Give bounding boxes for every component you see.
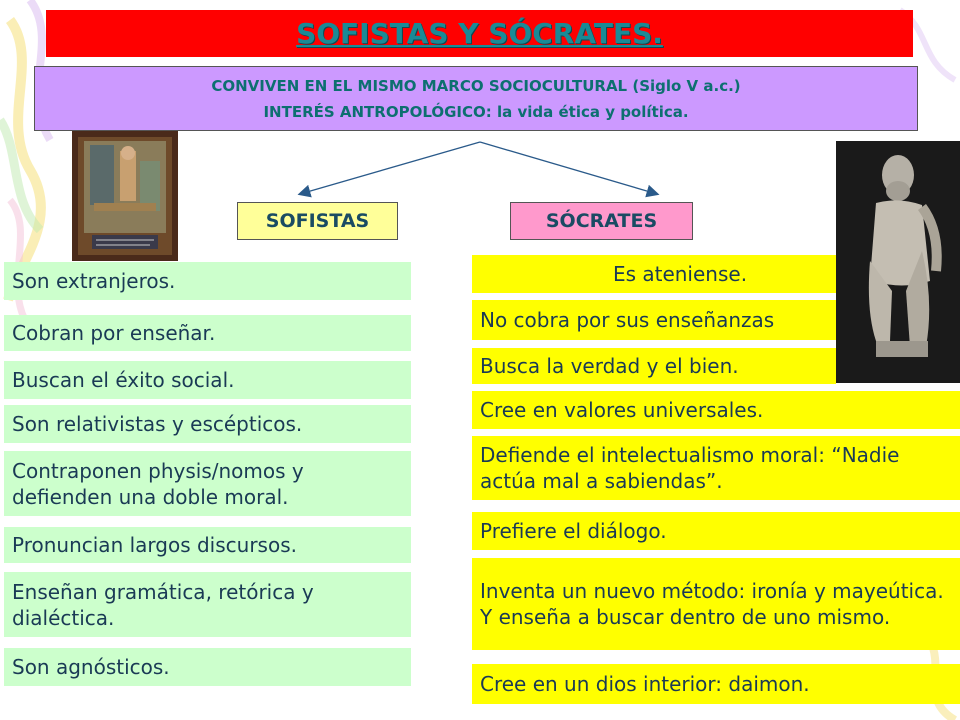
socrates-item: No cobra por sus enseñanzas — [472, 300, 836, 340]
subtitle-line-2 — [35, 99, 917, 125]
socrates-header: SÓCRATES — [510, 202, 693, 240]
socrates-item: Es ateniense. — [472, 255, 836, 293]
sofistas-item: Son agnósticos. — [4, 648, 411, 686]
socrates-item: Cree en un dios interior: daimon. — [472, 664, 960, 704]
sofistas-item: Son relativistas y escépticos. — [4, 405, 411, 443]
socrates-item: Inventa un nuevo método: ironía y mayeútica. Y enseña a buscar dentro de uno mismo. — [472, 558, 960, 650]
subtitle-line-1: CONVIVEN EN EL MISMO MARCO SOCIOCULTURAL (Siglo V a.c.) — [211, 77, 741, 95]
sofistas-item: Buscan el éxito social. — [4, 361, 411, 399]
sofistas-header: SOFISTAS — [237, 202, 398, 240]
sofistas-item: Pronuncian largos discursos. — [4, 527, 411, 563]
sofistas-item: Contraponen physis/nomos y defienden una doble moral. — [4, 451, 411, 516]
socrates-item: Busca la verdad y el bien. — [472, 348, 836, 384]
sofistas-item: Enseñan gramática, retórica y dialéctica. — [4, 572, 411, 637]
page-title: SOFISTAS Y SÓCRATES. — [296, 17, 663, 50]
subtitle-line-2-label: INTERÉS ANTROPOLÓGICO: — [263, 103, 492, 121]
socrates-item: Defiende el intelectualismo moral: “Nadie actúa mal a sabiendas”. — [472, 436, 960, 500]
subtitle-box — [34, 66, 918, 131]
title-bar — [46, 10, 913, 57]
statue-image — [836, 141, 960, 383]
painting-image — [72, 131, 178, 261]
socrates-item: Cree en valores universales. — [472, 391, 960, 429]
subtitle-line-2-rest: la vida ética y política. — [491, 103, 689, 121]
socrates-item: Prefiere el diálogo. — [472, 512, 960, 550]
sofistas-item: Son extranjeros. — [4, 262, 411, 300]
sofistas-item: Cobran por enseñar. — [4, 315, 411, 351]
